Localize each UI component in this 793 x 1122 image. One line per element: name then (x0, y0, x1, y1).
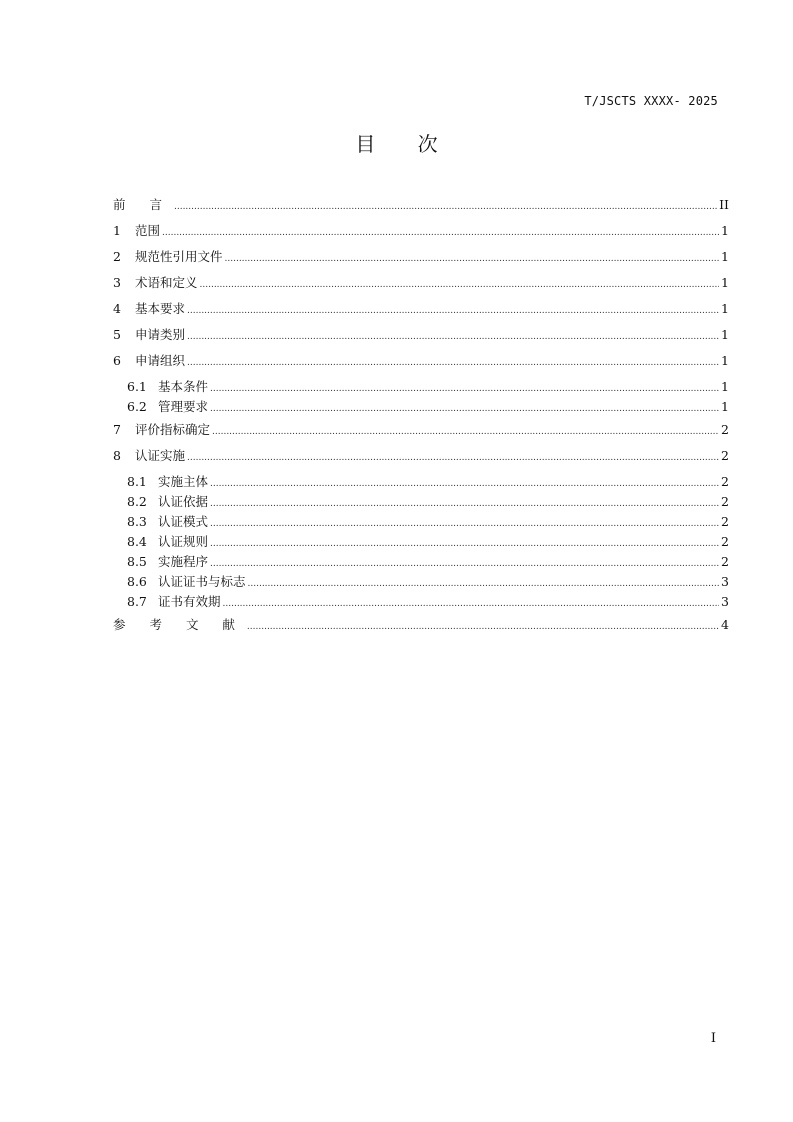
toc-entry[interactable] (113, 270, 729, 296)
toc-entry-page: 1 (721, 399, 729, 414)
toc-entry[interactable] (113, 377, 729, 397)
dot-leader (210, 514, 719, 534)
dot-leader (187, 350, 719, 376)
toc-entry-page: 2 (721, 448, 729, 463)
toc-entry-title: 参 考 文 献 (113, 617, 245, 632)
dot-leader (212, 419, 719, 445)
toc-entry-number: 8.7 (127, 594, 147, 609)
toc-title: 目 次 (355, 132, 456, 156)
toc-entry[interactable] (113, 192, 729, 218)
toc-entry-page: 3 (721, 594, 729, 609)
toc-entry-number: 6.2 (127, 399, 147, 414)
toc-entry-page: 2 (721, 534, 729, 549)
toc-entry-number: 1 (113, 223, 121, 238)
toc-entry[interactable] (113, 417, 729, 443)
toc-entry-page: 2 (721, 554, 729, 569)
toc-entry-page: 2 (721, 422, 729, 437)
toc-entry-number: 8.6 (127, 574, 147, 589)
dot-leader (210, 379, 719, 399)
toc-entry-page: 2 (721, 514, 729, 529)
dot-leader (225, 246, 719, 272)
dot-leader (162, 220, 719, 246)
toc-entry-number: 2 (113, 249, 121, 264)
table-of-contents (113, 192, 729, 638)
toc-entry-title: 实施主体 (158, 474, 209, 489)
toc-entry[interactable] (113, 348, 729, 374)
toc-entry-page: 1 (721, 327, 729, 342)
toc-entry-title: 规范性引用文件 (135, 249, 223, 264)
toc-entry-page: 1 (721, 379, 729, 394)
toc-entry-title: 术语和定义 (135, 275, 198, 290)
toc-entry[interactable] (113, 397, 729, 417)
dot-leader (174, 194, 717, 220)
toc-entry[interactable] (113, 572, 729, 592)
toc-entry-title: 实施程序 (158, 554, 209, 569)
toc-entry-number: 6.1 (127, 379, 147, 394)
toc-entry-page: 1 (721, 223, 729, 238)
footer-page-number: I (710, 1031, 716, 1046)
dot-leader (200, 272, 719, 298)
toc-entry-number: 8 (113, 448, 121, 463)
toc-entry-page: 3 (721, 574, 729, 589)
toc-entry-number: 5 (113, 327, 121, 342)
toc-entry[interactable] (113, 443, 729, 469)
toc-entry-page: 4 (721, 617, 729, 632)
toc-entry[interactable] (113, 552, 729, 572)
toc-entry[interactable] (113, 244, 729, 270)
toc-entry[interactable] (113, 532, 729, 552)
toc-entry-title: 申请组织 (135, 353, 186, 368)
toc-entry-number: 8.1 (127, 474, 147, 489)
dot-leader (210, 554, 719, 574)
dot-leader (210, 399, 719, 419)
toc-entry[interactable] (113, 612, 729, 638)
toc-entry[interactable] (113, 472, 729, 492)
document-code: T/JSCTS XXXX- 2025 (584, 94, 718, 108)
toc-entry-number: 6 (113, 353, 121, 368)
toc-entry-page: II (719, 197, 729, 212)
toc-entry-title: 认证规则 (158, 534, 209, 549)
toc-entry-title: 申请类别 (135, 327, 186, 342)
toc-entry-number: 8.2 (127, 494, 147, 509)
toc-entry[interactable] (113, 322, 729, 348)
toc-entry-title: 范围 (135, 223, 161, 238)
toc-entry[interactable] (113, 512, 729, 532)
toc-entry-page: 1 (721, 301, 729, 316)
toc-entry-number: 3 (113, 275, 121, 290)
dot-leader (187, 298, 719, 324)
toc-entry-number: 8.3 (127, 514, 147, 529)
dot-leader (248, 574, 719, 594)
dot-leader (187, 324, 719, 350)
toc-entry-title: 认证实施 (135, 448, 186, 463)
dot-leader (223, 594, 719, 614)
dot-leader (210, 474, 719, 494)
toc-entry-page: 1 (721, 249, 729, 264)
dot-leader (210, 494, 719, 514)
toc-entry-title: 管理要求 (158, 399, 209, 414)
toc-entry[interactable] (113, 218, 729, 244)
toc-entry-number: 8.5 (127, 554, 147, 569)
dot-leader (247, 614, 719, 640)
toc-entry[interactable] (113, 592, 729, 612)
toc-entry[interactable] (113, 296, 729, 322)
toc-entry-page: 2 (721, 494, 729, 509)
toc-entry-title: 基本要求 (135, 301, 186, 316)
toc-entry[interactable] (113, 492, 729, 512)
toc-entry-title: 评价指标确定 (135, 422, 211, 437)
toc-entry-title: 认证模式 (158, 514, 209, 529)
toc-entry-title: 前 言 (113, 197, 172, 212)
toc-entry-title: 认证依据 (158, 494, 209, 509)
toc-entry-title: 基本条件 (158, 379, 209, 394)
dot-leader (210, 534, 719, 554)
dot-leader (187, 445, 719, 471)
toc-entry-page: 1 (721, 353, 729, 368)
toc-entry-page: 1 (721, 275, 729, 290)
toc-entry-title: 证书有效期 (158, 594, 221, 609)
toc-entry-number: 7 (113, 422, 121, 437)
toc-entry-title: 认证证书与标志 (158, 574, 246, 589)
toc-entry-number: 4 (113, 301, 121, 316)
toc-entry-number: 8.4 (127, 534, 147, 549)
toc-entry-page: 2 (721, 474, 729, 489)
